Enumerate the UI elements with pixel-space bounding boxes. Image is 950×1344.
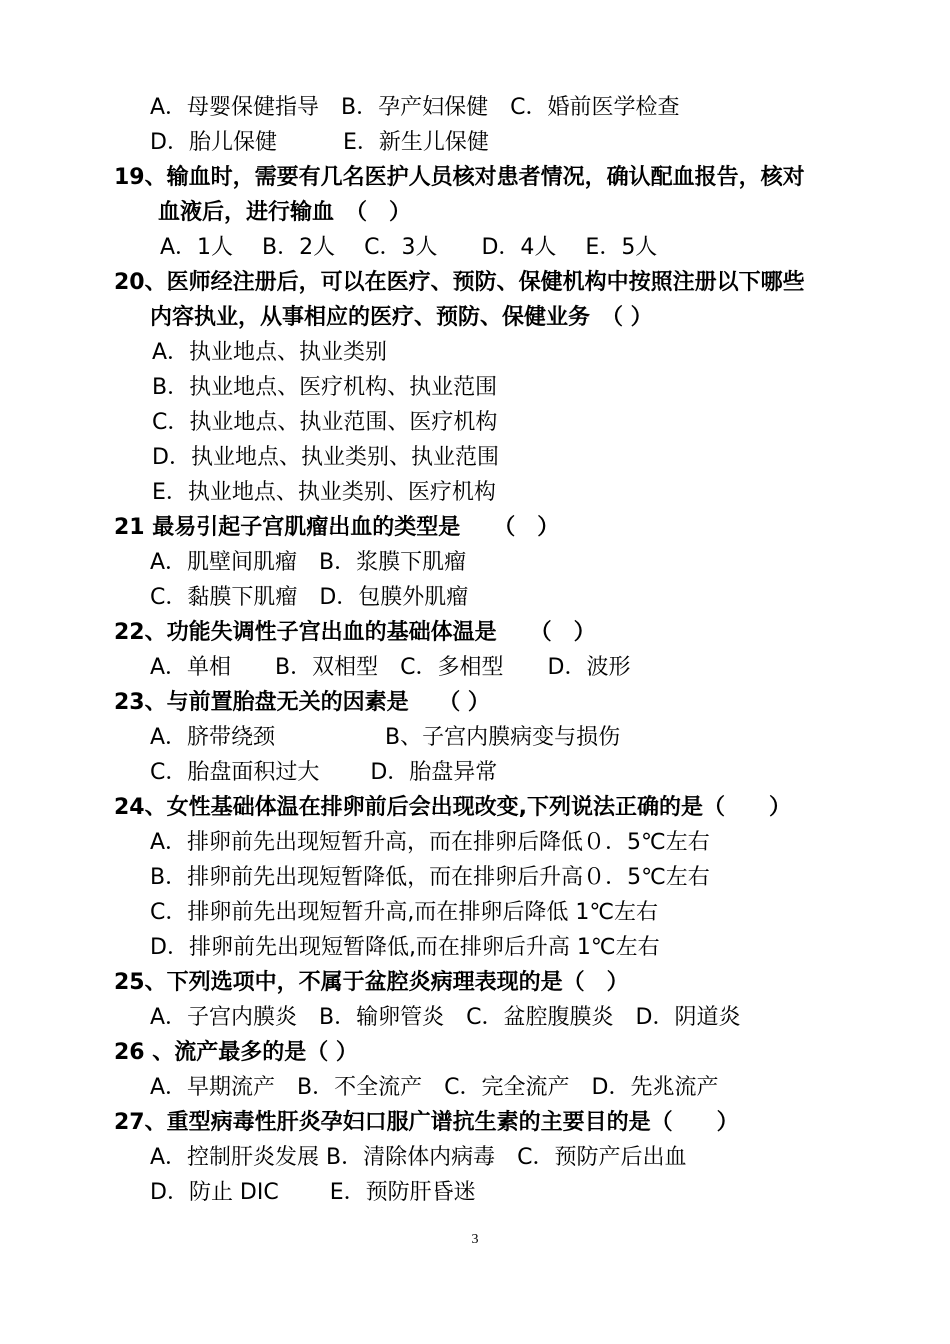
question-21: 21 最易引起子宫肌瘤出血的类型是 （ ） bbox=[114, 515, 560, 540]
option-line-21-ab: A．肌壁间肌瘤 B．浆膜下肌瘤 bbox=[150, 550, 467, 575]
option-24-b: B．排卵前先出现短暂降低，而在排卵后升高０．5℃左右 bbox=[150, 865, 710, 890]
question-20-line-2: 内容执业，从事相应的医疗、预防、保健业务 （ ） bbox=[150, 305, 653, 330]
question-20-line-1: 20、医师经注册后，可以在医疗、预防、保健机构中按照注册以下哪些 bbox=[114, 270, 805, 295]
option-line-25: A．子宫内膜炎 B．输卵管炎 C．盆腔腹膜炎 D．阴道炎 bbox=[150, 1005, 741, 1030]
option-24-d: D．排卵前先出现短暂降低,而在排卵后升高 1℃左右 bbox=[150, 935, 660, 960]
question-19-line-1: 19、输血时，需要有几名医护人员核对患者情况，确认配血报告，核对 bbox=[114, 165, 805, 190]
question-22: 22、功能失调性子宫出血的基础体温是 （ ） bbox=[114, 620, 596, 645]
option-line-18-ac: A．母婴保健指导 B．孕产妇保健 C．婚前医学检查 bbox=[150, 95, 680, 120]
option-line-22: A．单相 B．双相型 C．多相型 D．波形 bbox=[150, 655, 631, 680]
option-20-b: B．执业地点、医疗机构、执业范围 bbox=[152, 375, 498, 400]
question-19-line-2: 血液后，进行输血 （ ） bbox=[158, 200, 412, 225]
option-24-c: C．排卵前先出现短暂升高,而在排卵后降低 1℃左右 bbox=[150, 900, 659, 925]
option-line-19: A．1人 B．2人 C．3人 D．4人 E．5人 bbox=[160, 235, 658, 260]
option-20-c: C．执业地点、执业范围、医疗机构 bbox=[152, 410, 498, 435]
question-25: 25、下列选项中，不属于盆腔炎病理表现的是（ ） bbox=[114, 970, 629, 995]
option-20-a: A．执业地点、执业类别 bbox=[152, 340, 388, 365]
option-line-27-de: D．防止 DIC E．预防肝昏迷 bbox=[150, 1180, 476, 1205]
question-24: 24、女性基础体温在排卵前后会出现改变,下列说法正确的是（ ） bbox=[114, 795, 791, 820]
question-23: 23、与前置胎盘无关的因素是 （ ） bbox=[114, 690, 490, 715]
option-line-23-cd: C．胎盘面积过大 D．胎盘异常 bbox=[150, 760, 498, 785]
option-20-d: D．执业地点、执业类别、执业范围 bbox=[152, 445, 499, 470]
question-26: 26 、流产最多的是（ ） bbox=[114, 1040, 358, 1065]
question-27: 27、重型病毒性肝炎孕妇口服广谱抗生素的主要目的是（ ） bbox=[114, 1110, 739, 1135]
option-line-23-ab: A．脐带绕颈 B、子宫内膜病变与损伤 bbox=[150, 725, 621, 750]
option-line-21-cd: C．黏膜下肌瘤 D．包膜外肌瘤 bbox=[150, 585, 469, 610]
page-number: 3 bbox=[471, 1232, 479, 1247]
option-20-e: E．执业地点、执业类别、医疗机构 bbox=[152, 480, 496, 505]
option-24-a: A．排卵前先出现短暂升高，而在排卵后降低０．5℃左右 bbox=[150, 830, 710, 855]
option-line-26: A．早期流产 B．不全流产 C．完全流产 D．先兆流产 bbox=[150, 1075, 719, 1100]
option-line-27-ac: A．控制肝炎发展 B．清除体内病毒 C．预防产后出血 bbox=[150, 1145, 687, 1170]
option-line-18-de: D．胎儿保健 E．新生儿保健 bbox=[150, 130, 489, 155]
